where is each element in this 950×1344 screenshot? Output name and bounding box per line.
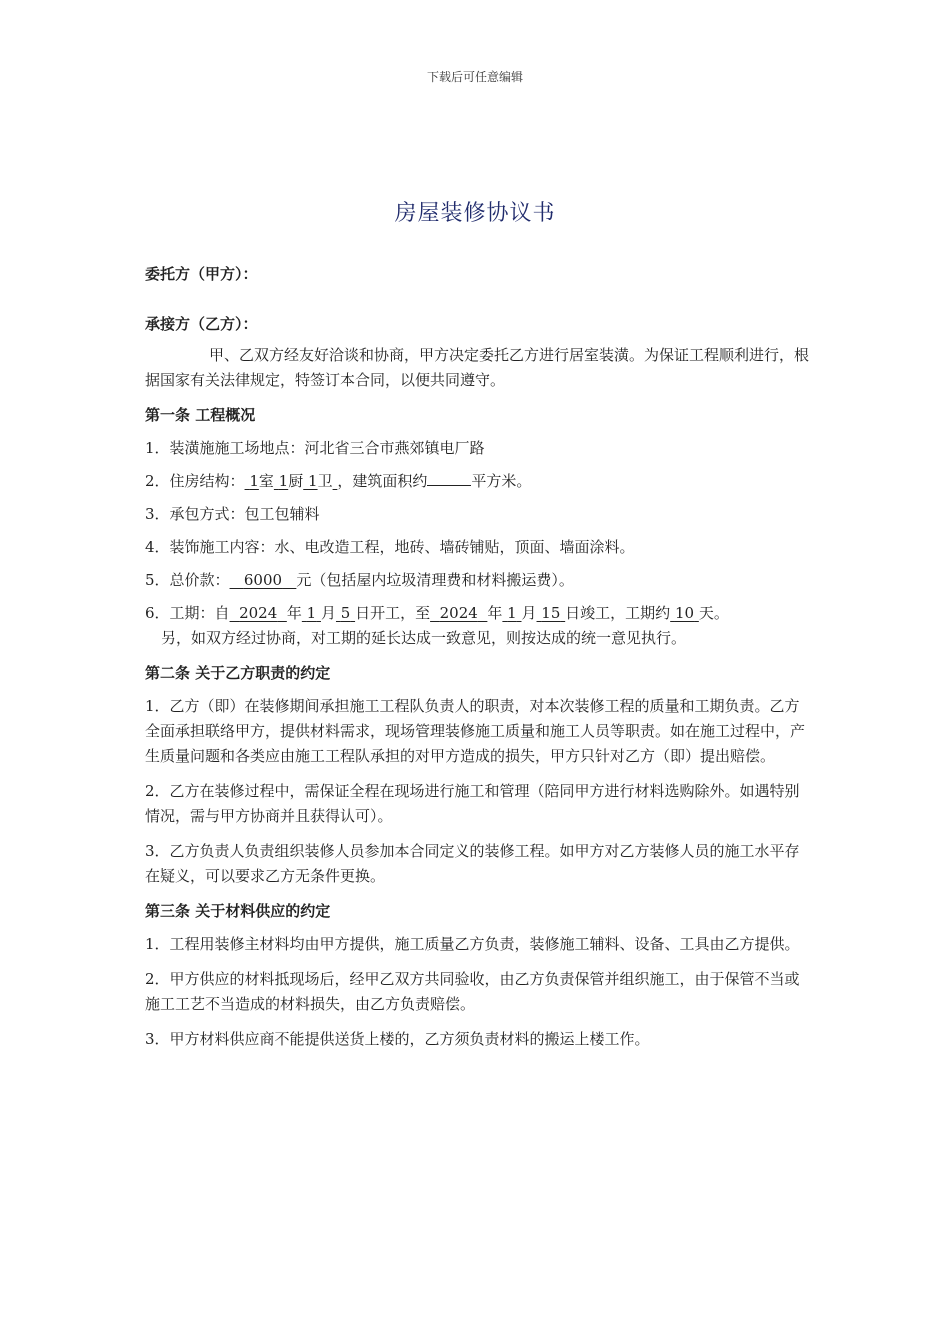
end-day: 15 <box>541 604 561 622</box>
kitchens-count: 1 <box>278 472 289 490</box>
rooms-count: 1 <box>249 472 259 490</box>
section-1-title: 第一条 工程概况 <box>145 406 256 424</box>
rooms-unit: 室 <box>258 472 274 490</box>
s3-item-1: 1．工程用装修主材料均由甲方提供，施工质量乙方负责，装修施工辅料、设备、工具由乙方提供。 <box>145 935 800 953</box>
period-note: 另，如双方经过协商，对工期的延长达成一致意见，则按达成的统一意见执行。 <box>161 629 687 647</box>
start-month: 1 <box>306 604 317 622</box>
s1-item-1: 1．装潢施施工场地点：河北省三合市燕郊镇电厂路 <box>145 439 485 457</box>
end-month: 1 <box>507 604 517 622</box>
period-prefix: 6．工期：自 <box>145 604 230 622</box>
start-year: 2024 <box>239 604 278 622</box>
document-title: 房屋装修协议书 <box>394 201 556 226</box>
s1-item-6: 6．工期：自 2024 年 1 月 5 日开工，至 2024 年 1 月 15 日竣工，工期约 10 天。 另，如双方经过协商，对工期的延长达成一致意见，则按达成的统一意见执行。 <box>145 601 810 651</box>
kitchens-unit: 厨 <box>288 472 304 490</box>
s2-item-1: 1．乙方（即）在装修期间承担施工工程队负责人的职责，对本次装修工程的质量和工期负责。乙方全面承担联络甲方，提供材料需求，现场管理装修施工质量和施工人员等职责。如在施工过程中，产生质量问题和各类应由施工工程队承担的对甲方造成的损失，甲方只针对乙方（即）提出赔偿。 <box>145 697 806 765</box>
s1-item-3: 3．承包方式：包工包辅料 <box>145 505 320 523</box>
intro-paragraph: 甲、乙双方经友好洽谈和协商，甲方决定委托乙方进行居室装潢。为保证工程顺利进行，根据国家有关法律规定，特签订本合同，以便共同遵守。 <box>145 346 810 389</box>
item2-prefix: 2．住房结构： <box>145 472 245 490</box>
price-prefix: 5．总价款： <box>145 571 230 589</box>
price-amount: 6000 <box>243 571 283 589</box>
s1-item-2 <box>145 469 810 494</box>
baths-count: 1 <box>308 472 318 490</box>
section-3-title: 第三条 关于材料供应的约定 <box>145 902 331 920</box>
area-unit: 平方米。 <box>471 472 532 490</box>
s3-item-3: 3．甲方材料供应商不能提供送货上楼的，乙方须负责材料的搬运上楼工作。 <box>145 1030 650 1048</box>
area-blank <box>427 469 471 486</box>
download-note: 下载后可任意编辑 <box>426 70 523 84</box>
party-a-label: 委托方（甲方）： <box>145 265 258 283</box>
area-label: ，建筑面积约 <box>337 472 428 490</box>
baths-unit: 卫 <box>317 472 333 490</box>
start-day: 5 <box>340 604 351 622</box>
s3-item-2: 2．甲方供应的材料抵现场后，经甲乙双方共同验收，由乙方负责保管并组织施工，由于保管不当或施工工艺不当造成的材料损失，由乙方负责赔偿。 <box>145 970 800 1013</box>
section-2-title: 第二条 关于乙方职责的约定 <box>145 664 331 682</box>
duration-days: 10 <box>674 604 695 622</box>
s1-item-4: 4．装饰施工内容：水、电改造工程，地砖、墙砖铺贴，顶面、墙面涂料。 <box>145 538 635 556</box>
document-body <box>145 262 810 1062</box>
s1-item-5 <box>145 568 810 593</box>
s2-item-3: 3．乙方负责人负责组织装修人员参加本合同定义的装修工程。如甲方对乙方装修人员的施工水平存在疑义，可以要求乙方无条件更换。 <box>145 842 800 885</box>
s2-item-2: 2．乙方在装修过程中，需保证全程在现场进行施工和管理（陪同甲方进行材料选购除外。如遇特别情况，需与甲方协商并且获得认可）。 <box>145 782 800 825</box>
price-suffix: 元（包括屋内垃圾清理费和材料搬运费）。 <box>296 571 574 589</box>
end-year: 2024 <box>439 604 478 622</box>
party-b-label: 承接方（乙方）： <box>145 315 258 333</box>
